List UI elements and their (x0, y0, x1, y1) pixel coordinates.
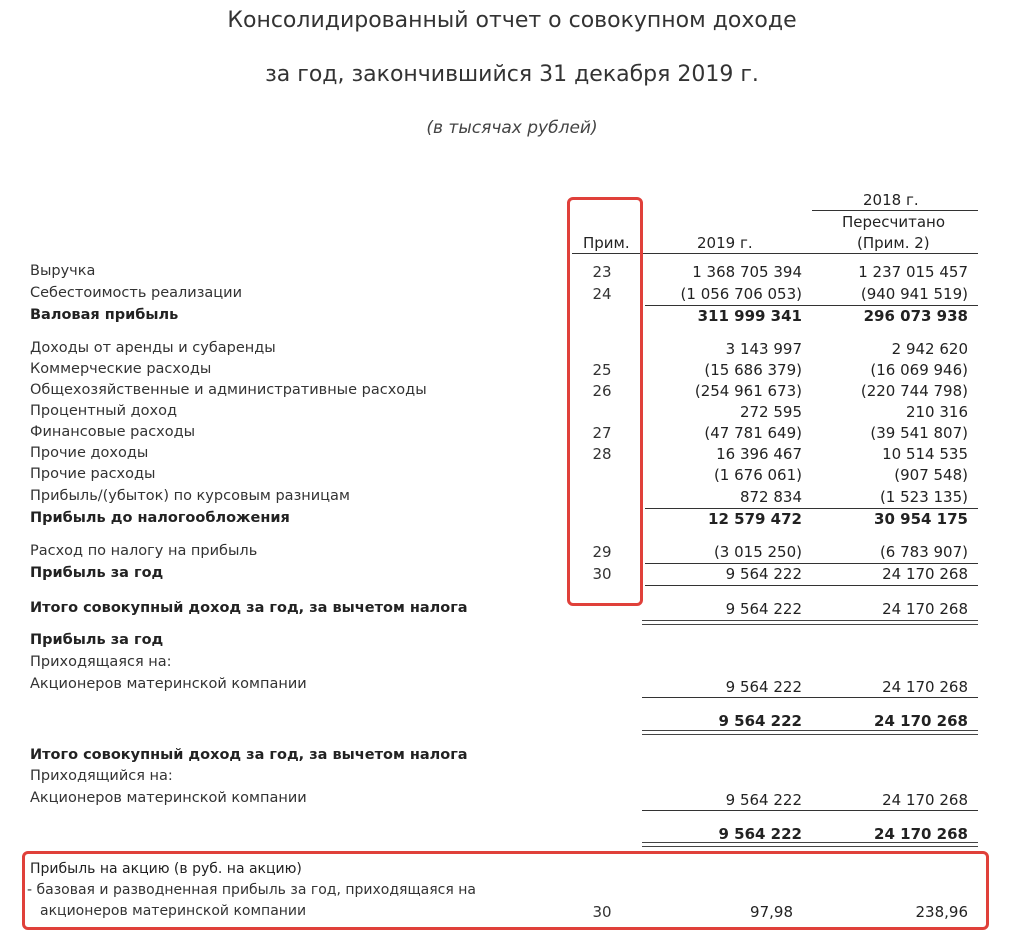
section-subheading: Приходящийся на: (30, 768, 173, 784)
row-value-2018: 10 514 535 (882, 445, 968, 463)
row-label: Доходы от аренды и субаренды (30, 340, 276, 356)
row-label: Прибыль за год (30, 565, 164, 581)
row-value-2019: (1 056 706 053) (680, 285, 802, 303)
subtotal-line (645, 508, 978, 509)
row-value-2018: (6 783 907) (879, 543, 968, 561)
section-heading: Итого совокупный доход за год, за вычетом налога (30, 747, 468, 763)
row-value-2019: (254 961 673) (694, 382, 802, 400)
subtotal-line (645, 305, 978, 306)
note-column-highlight (567, 197, 643, 606)
column-header-2018-restated: Пересчитано (842, 213, 946, 231)
row-note: 23 (592, 263, 612, 281)
total-value-2019: 9 564 222 (718, 712, 802, 730)
row-note: 25 (592, 361, 612, 379)
row-value-2019: 272 595 (739, 403, 802, 421)
report-period: за год, закончившийся 31 декабря 2019 г. (265, 62, 759, 87)
row-value-2018: 210 316 (905, 403, 968, 421)
row-value-2018: 24 170 268 (882, 678, 968, 696)
row-value-2019: (1 676 061) (713, 466, 802, 484)
row-note: 28 (592, 445, 612, 463)
row-value-2019: 16 396 467 (716, 445, 802, 463)
section-subheading: Приходящаяся на: (30, 654, 172, 670)
row-label: Коммерческие расходы (30, 361, 212, 377)
row-label: Акционеров материнской компании (30, 790, 307, 806)
eps-heading: Прибыль на акцию (в руб. на акцию) (30, 861, 302, 877)
report-units: (в тысячах рублей) (426, 118, 598, 138)
row-value-2019: 9 564 222 (725, 565, 802, 583)
total-value-2018: 24 170 268 (874, 825, 968, 843)
row-value-2018: 24 170 268 (882, 565, 968, 583)
row-label: Расход по налогу на прибыль (30, 543, 258, 559)
row-value-2019: (15 686 379) (704, 361, 802, 379)
eps-value-2019: 97,98 (750, 903, 793, 921)
row-value-2018: 1 237 015 457 (858, 263, 968, 281)
subtotal-line (642, 810, 978, 811)
row-note: 29 (592, 543, 612, 561)
eps-description-line2: акционеров материнской компании (40, 903, 307, 919)
row-value-2018: 24 170 268 (882, 791, 968, 809)
row-label: Валовая прибыль (30, 307, 179, 323)
row-note: 30 (592, 565, 612, 583)
row-label: Прибыль/(убыток) по курсовым разницам (30, 488, 350, 504)
column-header-note: Прим. (583, 234, 630, 252)
subtotal-line (645, 563, 978, 564)
total-value-2019: 9 564 222 (718, 825, 802, 843)
eps-value-2018: 238,96 (915, 903, 968, 921)
header-divider-2018 (812, 210, 978, 211)
row-label: Итого совокупный доход за год, за вычетом налога (30, 600, 468, 616)
row-value-2019: 9 564 222 (725, 600, 802, 618)
subtotal-line (642, 697, 978, 698)
row-value-2018: 296 073 938 (863, 307, 968, 325)
row-label: Акционеров материнской компании (30, 676, 307, 692)
row-label: Выручка (30, 263, 96, 279)
report-title: Консолидированный отчет о совокупном доходе (227, 8, 797, 33)
eps-highlight (22, 851, 989, 930)
row-label: Прибыль до налогообложения (30, 510, 290, 526)
row-value-2018: (220 744 798) (860, 382, 968, 400)
row-value-2019: 12 579 472 (708, 510, 802, 528)
row-value-2018: (39 541 807) (870, 424, 968, 442)
row-note: 24 (592, 285, 612, 303)
row-value-2018: (1 523 135) (879, 488, 968, 506)
total-double-line (642, 620, 978, 625)
row-value-2018: 30 954 175 (874, 510, 968, 528)
row-note: 27 (592, 424, 612, 442)
row-label: Себестоимость реализации (30, 285, 243, 301)
row-value-2019: 311 999 341 (697, 307, 802, 325)
row-value-2019: (47 781 649) (704, 424, 802, 442)
eps-note: 30 (592, 903, 612, 921)
total-double-line (642, 842, 978, 847)
section-heading: Прибыль за год (30, 632, 164, 648)
row-value-2018: (16 069 946) (870, 361, 968, 379)
column-header-2018-note: (Прим. 2) (857, 234, 930, 252)
row-label: Процентный доход (30, 403, 178, 419)
row-value-2019: 3 143 997 (725, 340, 802, 358)
row-value-2019: 872 834 (739, 488, 802, 506)
row-label: Финансовые расходы (30, 424, 196, 440)
row-value-2018: (940 941 519) (860, 285, 968, 303)
row-value-2018: (907 548) (894, 466, 968, 484)
row-value-2019: 1 368 705 394 (692, 263, 802, 281)
eps-description-line1: - базовая и разводненная прибыль за год, приходящаяся на (27, 882, 476, 898)
row-value-2019: (3 015 250) (713, 543, 802, 561)
row-label: Прочие доходы (30, 445, 149, 461)
row-note: 26 (592, 382, 612, 400)
row-value-2018: 2 942 620 (891, 340, 968, 358)
total-value-2018: 24 170 268 (874, 712, 968, 730)
row-label: Прочие расходы (30, 466, 156, 482)
row-value-2019: 9 564 222 (725, 678, 802, 696)
row-value-2019: 9 564 222 (725, 791, 802, 809)
column-header-2018: 2018 г. (863, 191, 919, 209)
row-label: Общехозяйственные и административные расходы (30, 382, 427, 398)
column-header-2019: 2019 г. (697, 234, 753, 252)
row-value-2018: 24 170 268 (882, 600, 968, 618)
total-double-line (642, 730, 978, 735)
subtotal-line (645, 585, 978, 586)
